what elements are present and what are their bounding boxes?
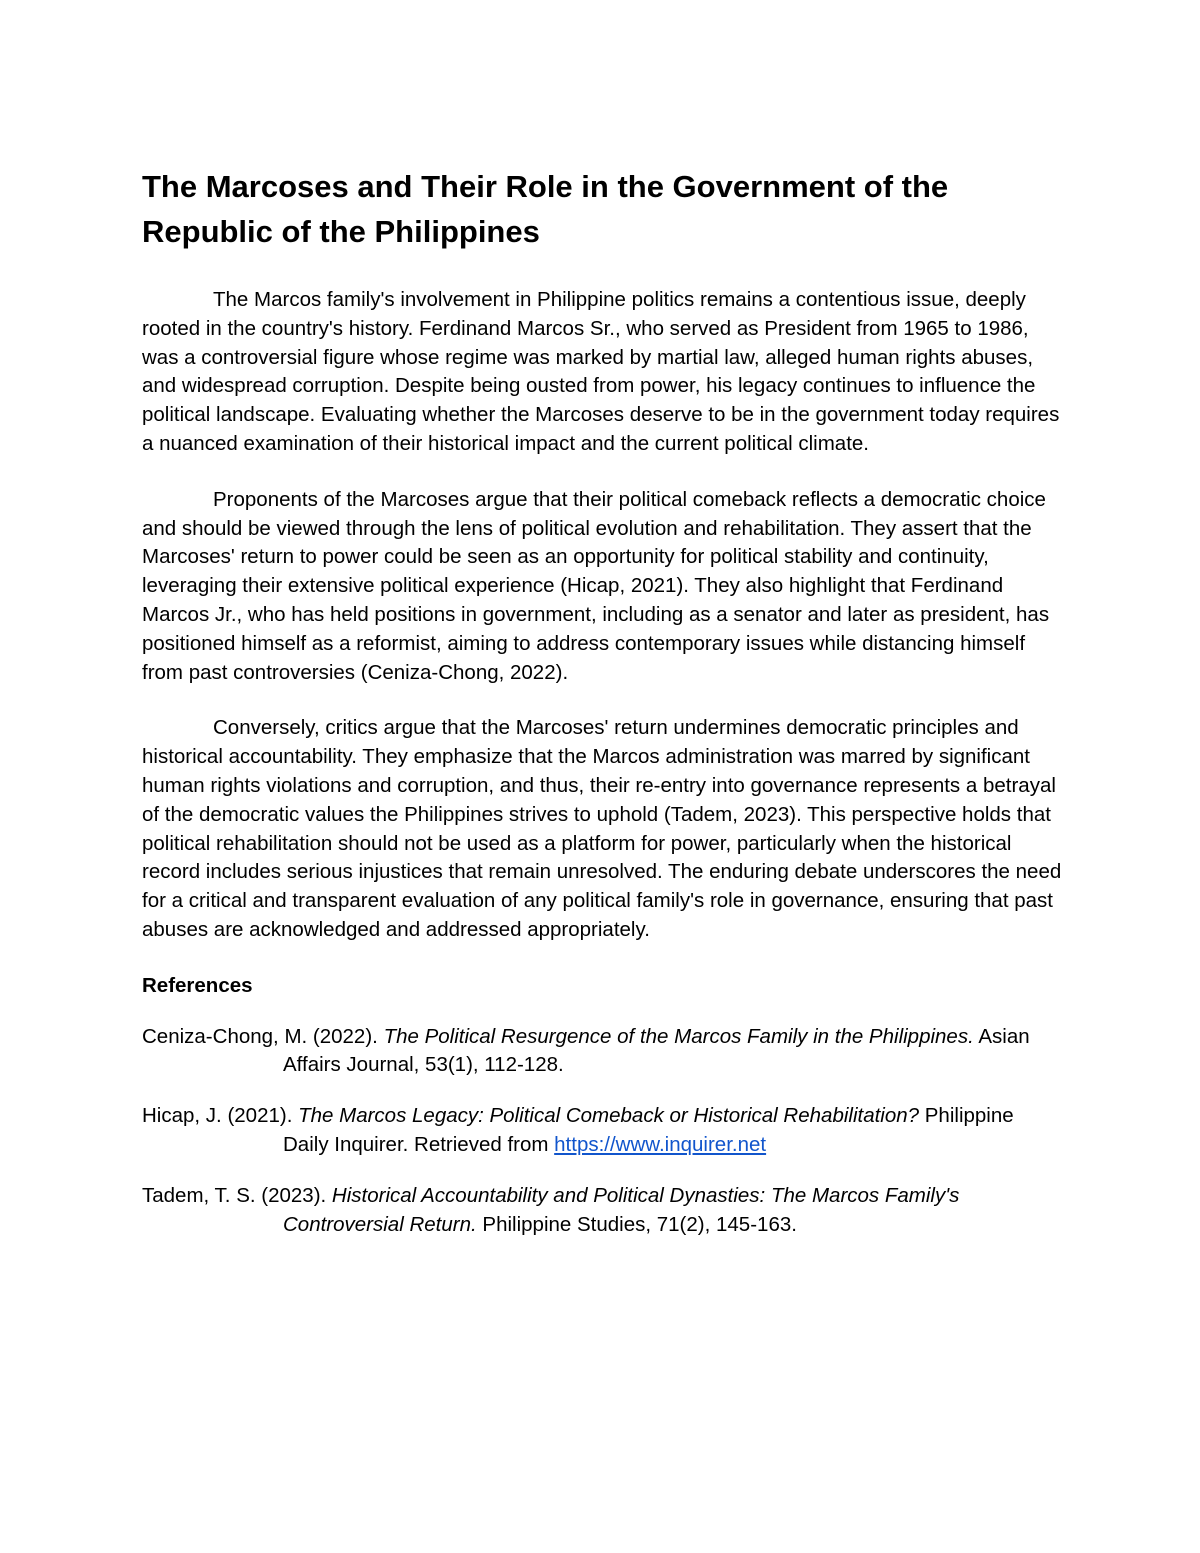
- reference-entry-hicap: [142, 1102, 1062, 1160]
- reference-title: The Political Resurgence of the Marcos Family in the Philippines.: [383, 1024, 974, 1048]
- reference-link-inquirer[interactable]: https://www.inquirer.net: [554, 1132, 767, 1156]
- reference-lead: Ceniza-Chong, M. (2022).: [142, 1024, 384, 1048]
- reference-source: Philippine Studies, 71(2), 145-163.: [476, 1212, 797, 1236]
- reference-entry-ceniza-chong: [142, 1023, 1062, 1081]
- paragraph-intro: The Marcos family's involvement in Philippine politics remains a contentious issue, deeply rooted in the country's history. Ferdinand Marcos Sr., who served as President from 1965 to 1986, was a controversial figure whose regime was marked by martial law, alleged human rights abuses, and widespread corruption. Despite being ousted from power, his legacy continues to influence the political landscape. Evaluating whether the Marcoses deserve to be in the government today requires a nuanced examination of their historical impact and the current political climate.: [142, 288, 1060, 455]
- reference-entry-tadem: [142, 1182, 1062, 1240]
- paragraph-critics: Conversely, critics argue that the Marcoses' return undermines democratic principles and historical accountability. They emphasize that the Marcos administration was marred by significant human rights violations and corruption, and thus, their re-entry into governance represents a betrayal of the democratic values the Philippines strives to uphold (Tadem, 2023). This perspective holds that political rehabilitation should not be used as a platform for power, particularly when the historical record includes serious injustices that remain unresolved. The enduring debate underscores the need for a critical and transparent evaluation of any political family's role in governance, ensuring that past abuses are acknowledged and addressed appropriately.: [142, 716, 1062, 941]
- document-body: [142, 164, 1062, 1261]
- document-title: The Marcoses and Their Role in the Government of the Republic of the Philippines: [142, 169, 949, 249]
- reference-lead: Hicap, J. (2021).: [142, 1104, 299, 1128]
- reference-title: The Marcos Legacy: Political Comeback or Historical Rehabilitation?: [298, 1104, 920, 1128]
- reference-source: Asian Affairs Journal, 53(1), 112-128.: [283, 1024, 1030, 1077]
- reference-title: Historical Accountability and Political Dynasties: The Marcos Family's Controversial Return.: [283, 1183, 960, 1236]
- paragraph-proponents: Proponents of the Marcoses argue that their political comeback reflects a democratic choice and should be viewed through the lens of political evolution and rehabilitation. They assert that the Marcoses' return to power could be seen as an opportunity for political stability and continuity, leveraging their extensive political experience (Hicap, 2021). They also highlight that Ferdinand Marcos Jr., who has held positions in government, including as a senator and later as president, has positioned himself as a reformist, aiming to address contemporary issues while distancing himself from past controversies (Ceniza-Chong, 2022).: [142, 487, 1050, 684]
- reference-lead: Tadem, T. S. (2023).: [142, 1183, 332, 1207]
- references-heading: References: [142, 973, 253, 997]
- reference-source: Philippine Daily Inquirer. Retrieved from: [283, 1104, 1014, 1156]
